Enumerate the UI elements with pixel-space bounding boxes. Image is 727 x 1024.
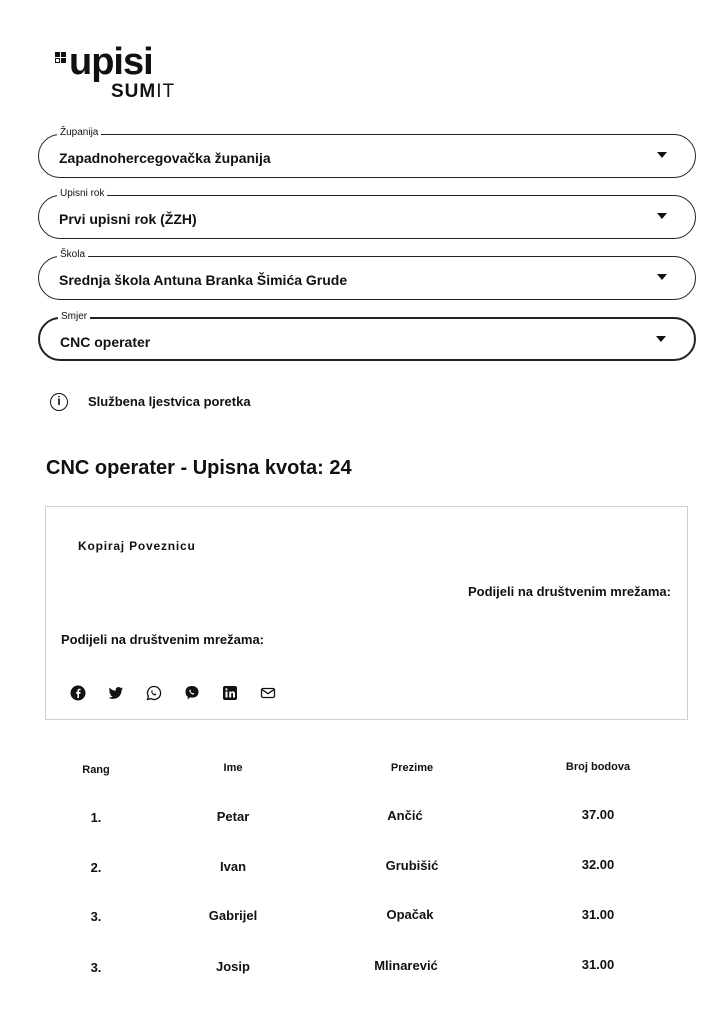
row-2-ime: Ivan — [219, 859, 247, 874]
row-3-rang: 3. — [90, 909, 102, 924]
chevron-down-icon — [657, 213, 667, 219]
row-1-bodovi: 37.00 — [581, 807, 615, 822]
smjer-select[interactable] — [38, 311, 696, 361]
logo-mark-icon — [55, 52, 69, 66]
share-label-right: Podijeli na društvenim mrežama: — [467, 584, 671, 599]
row-1-rang: 1. — [90, 810, 102, 825]
row-2-rang: 2. — [90, 860, 102, 875]
upisni-rok-select[interactable] — [38, 188, 696, 239]
chevron-down-icon — [657, 274, 667, 280]
facebook-icon[interactable] — [70, 685, 86, 701]
skola-value: Srednja škola Antuna Branka Šimića Grude — [59, 272, 348, 288]
upisni-rok-label: Upisni rok — [57, 188, 107, 200]
skola-label: Škola — [57, 249, 88, 261]
row-2-prezime: Grubišić — [385, 858, 439, 873]
row-1-prezime: Ančić — [387, 808, 423, 823]
row-4-prezime: Mlinarević — [374, 958, 438, 973]
copy-link-button[interactable]: Kopiraj Poveznicu — [78, 539, 196, 553]
zupanija-value: Zapadnohercegovačka županija — [59, 150, 271, 166]
upisi-logo — [55, 42, 195, 104]
chevron-down-icon — [656, 336, 666, 342]
row-1-ime: Petar — [216, 809, 250, 824]
notice-text: Službena ljestvica poretka — [88, 394, 251, 409]
row-4-rang: 3. — [90, 960, 102, 975]
whatsapp-icon[interactable] — [146, 685, 162, 701]
table-header-ime: Ime — [223, 762, 243, 774]
row-3-prezime: Opačak — [386, 907, 434, 922]
zupanija-select[interactable] — [38, 127, 696, 178]
skola-select[interactable] — [38, 249, 696, 300]
logo-wordmark: upisi — [69, 41, 153, 83]
chevron-down-icon — [657, 152, 667, 158]
table-header-prezime: Prezime — [390, 762, 434, 774]
row-4-bodovi: 31.00 — [581, 957, 615, 972]
email-icon[interactable] — [260, 685, 276, 701]
linkedin-icon[interactable] — [222, 685, 238, 701]
row-2-bodovi: 32.00 — [581, 857, 615, 872]
smjer-label: Smjer — [58, 311, 90, 323]
info-icon: i — [50, 393, 68, 411]
table-header-rang: Rang — [82, 764, 110, 776]
share-label-left: Podijeli na društvenim mrežama: — [61, 632, 265, 647]
viber-icon[interactable] — [184, 685, 200, 701]
upisni-rok-value: Prvi upisni rok (ŽZH) — [59, 211, 197, 227]
table-header-bodovi: Broj bodova — [565, 761, 631, 773]
row-4-ime: Josip — [216, 959, 250, 974]
twitter-icon[interactable] — [108, 685, 124, 701]
share-card — [45, 506, 688, 720]
row-3-bodovi: 31.00 — [581, 907, 615, 922]
page-title: CNC operater - Upisna kvota: 24 — [46, 457, 352, 479]
smjer-value: CNC operater — [60, 334, 151, 350]
logo-subtitle: SUMIT — [111, 81, 176, 102]
row-3-ime: Gabrijel — [208, 908, 258, 923]
zupanija-label: Županija — [57, 127, 101, 139]
